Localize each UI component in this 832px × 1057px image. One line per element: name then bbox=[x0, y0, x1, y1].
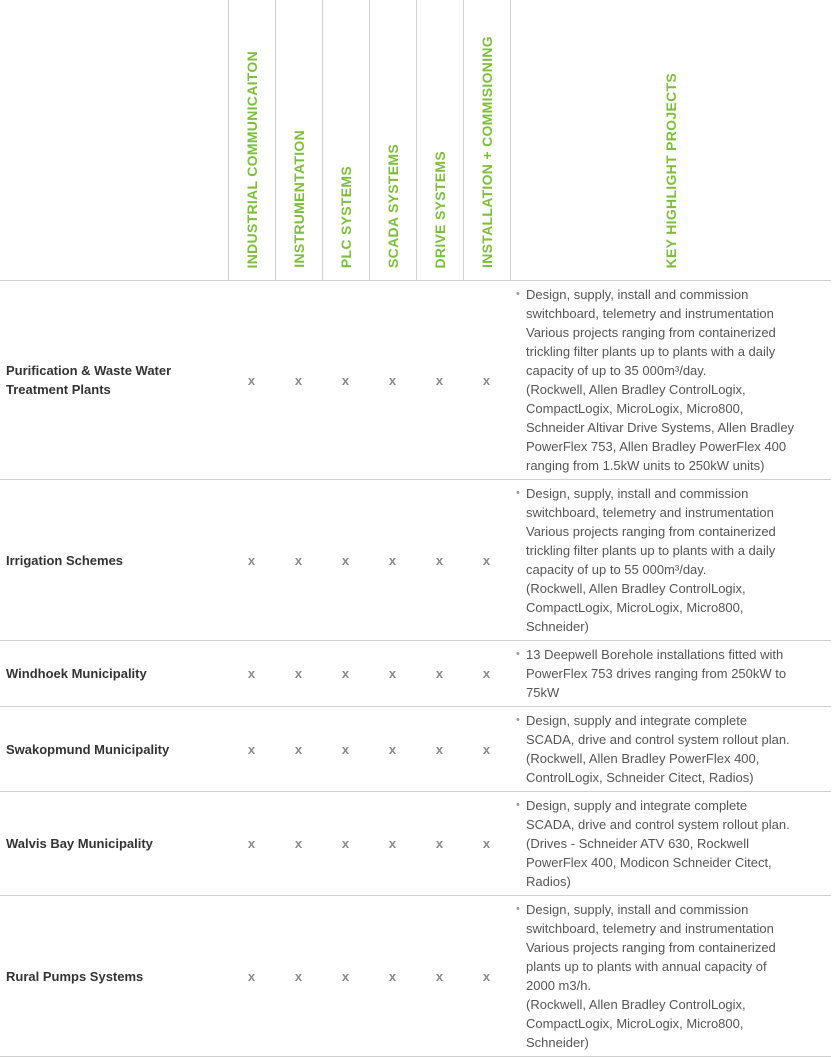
project-line: Schneider) bbox=[526, 619, 589, 634]
capability-mark: x bbox=[275, 707, 322, 792]
project-line: (Rockwell, Allen Bradley ControlLogix, bbox=[526, 997, 746, 1012]
project-line: trickling filter plants up to plants with a daily bbox=[526, 543, 776, 558]
project-line: ControlLogix, Schneider Citect, Radios) bbox=[526, 770, 754, 785]
project-line: CompactLogix, MicroLogix, Micro800, bbox=[526, 600, 744, 615]
header-row bbox=[0, 0, 831, 281]
project-line: PowerFlex 400, Modicon Schneider Citect, bbox=[526, 855, 772, 870]
capability-mark: x bbox=[228, 641, 275, 707]
capability-mark: x bbox=[275, 896, 322, 1057]
row-name bbox=[0, 641, 228, 707]
project-line: Schneider Altivar Drive Systems, Allen Bradley bbox=[526, 420, 795, 435]
capability-mark: x bbox=[369, 480, 416, 641]
capability-mark: x bbox=[463, 480, 510, 641]
col-instrumentation: INSTRUMENTATION bbox=[275, 0, 322, 281]
capability-mark: x bbox=[416, 707, 463, 792]
key-projects-cell bbox=[510, 896, 831, 1057]
project-line: Design, supply, install and commission bbox=[526, 902, 749, 917]
capability-mark: x bbox=[416, 896, 463, 1057]
capability-mark: x bbox=[322, 480, 369, 641]
capability-mark: x bbox=[463, 281, 510, 480]
table-row bbox=[0, 707, 831, 792]
bullet-icon: • bbox=[516, 714, 520, 726]
project-line: 75kW bbox=[526, 685, 560, 700]
capability-mark: x bbox=[369, 896, 416, 1057]
bullet-icon: • bbox=[516, 903, 520, 915]
capability-mark: x bbox=[369, 641, 416, 707]
capability-mark: x bbox=[228, 896, 275, 1057]
capability-mark: x bbox=[275, 792, 322, 896]
col-key-highlight-projects: KEY HIGHLIGHT PROJECTS bbox=[510, 0, 831, 281]
capability-mark: x bbox=[228, 792, 275, 896]
project-line: plants up to plants with annual capacity of bbox=[526, 959, 767, 974]
capability-mark: x bbox=[369, 707, 416, 792]
table-row bbox=[0, 792, 831, 896]
capability-mark: x bbox=[463, 896, 510, 1057]
capability-mark: x bbox=[275, 641, 322, 707]
capability-mark: x bbox=[228, 480, 275, 641]
project-line: Various projects ranging from containerized bbox=[526, 940, 776, 955]
row-name-line: Windhoek Municipality bbox=[6, 666, 147, 681]
project-line: PowerFlex 753 drives ranging from 250kW to bbox=[526, 666, 787, 681]
bullet-icon: • bbox=[516, 799, 520, 811]
capability-mark: x bbox=[228, 281, 275, 480]
row-name-line: Rural Pumps Systems bbox=[6, 968, 144, 984]
project-line: switchboard, telemetry and instrumentation bbox=[526, 306, 774, 321]
row-name bbox=[0, 480, 228, 641]
project-line: Design, supply, install and commission bbox=[526, 287, 749, 302]
project-line: (Rockwell, Allen Bradley PowerFlex 400, bbox=[526, 751, 760, 766]
table-row bbox=[0, 281, 831, 480]
capability-mark: x bbox=[275, 480, 322, 641]
key-projects-cell bbox=[510, 480, 831, 641]
row-name bbox=[0, 281, 228, 480]
project-line: Design, supply and integrate complete bbox=[526, 798, 748, 813]
capability-mark: x bbox=[463, 792, 510, 896]
project-line: Radios) bbox=[526, 874, 571, 889]
capability-mark: x bbox=[322, 281, 369, 480]
project-line: ranging from 1.5kW units to 250kW units) bbox=[526, 458, 765, 473]
table-row bbox=[0, 480, 831, 641]
row-name-line: Purification & Waste Water bbox=[6, 363, 172, 378]
capability-mark: x bbox=[416, 792, 463, 896]
table-row bbox=[0, 896, 831, 1057]
capability-mark: x bbox=[416, 641, 463, 707]
project-line: CompactLogix, MicroLogix, Micro800, bbox=[526, 401, 744, 416]
project-line: (Drives - Schneider ATV 630, Rockwell bbox=[526, 836, 750, 851]
project-line: (Rockwell, Allen Bradley ControlLogix, bbox=[526, 382, 746, 397]
capability-mark: x bbox=[463, 641, 510, 707]
col-scada-systems: SCADA SYSTEMS bbox=[369, 0, 416, 281]
project-line: Schneider) bbox=[526, 1035, 589, 1050]
col-installation-commissioning: INSTALLATION + COMMISIONING bbox=[463, 0, 510, 281]
project-line: Design, supply and integrate complete bbox=[526, 713, 748, 728]
project-line: SCADA, drive and control system rollout plan. bbox=[526, 817, 790, 832]
row-name bbox=[0, 707, 228, 792]
bullet-icon: • bbox=[516, 288, 520, 300]
table-row bbox=[0, 641, 831, 707]
project-line: Various projects ranging from containerized bbox=[526, 325, 776, 340]
capability-mark: x bbox=[322, 641, 369, 707]
key-projects-cell bbox=[510, 281, 831, 480]
capability-mark: x bbox=[416, 281, 463, 480]
project-line: CompactLogix, MicroLogix, Micro800, bbox=[526, 1016, 744, 1031]
project-line: trickling filter plants up to plants with a daily bbox=[526, 344, 776, 359]
col-industrial-communication: INDUSTRIAL COMMUNICAITON bbox=[228, 0, 275, 281]
project-line: capacity of up to 55 000m³/day. bbox=[526, 562, 707, 577]
row-name-line: Walvis Bay Municipality bbox=[6, 836, 153, 851]
project-line: 2000 m3/h. bbox=[526, 978, 592, 993]
capability-mark: x bbox=[322, 896, 369, 1057]
capability-mark: x bbox=[322, 792, 369, 896]
capability-mark: x bbox=[369, 281, 416, 480]
key-projects-cell bbox=[510, 641, 831, 707]
project-line: PowerFlex 753, Allen Bradley PowerFlex 400 bbox=[526, 439, 787, 454]
capability-mark: x bbox=[322, 707, 369, 792]
key-projects-cell bbox=[510, 707, 831, 792]
col-plc-systems: PLC SYSTEMS bbox=[322, 0, 369, 281]
row-name-line: Swakopmund Municipality bbox=[6, 741, 170, 757]
project-line: SCADA, drive and control system rollout plan. bbox=[526, 732, 790, 747]
capability-mark: x bbox=[275, 281, 322, 480]
project-line: switchboard, telemetry and instrumentation bbox=[526, 505, 774, 520]
row-name bbox=[0, 792, 228, 896]
key-projects-cell bbox=[510, 792, 831, 896]
project-line: Design, supply, install and commission bbox=[526, 486, 749, 501]
project-line: Various projects ranging from containerized bbox=[526, 524, 776, 539]
row-name-line: Irrigation Schemes bbox=[6, 552, 124, 568]
header-corner bbox=[0, 0, 228, 281]
row-name bbox=[0, 896, 228, 1057]
project-line: 13 Deepwell Borehole installations fitted with bbox=[526, 647, 784, 662]
capability-mark: x bbox=[416, 480, 463, 641]
bullet-icon: • bbox=[516, 487, 520, 499]
capability-mark: x bbox=[369, 792, 416, 896]
project-line: (Rockwell, Allen Bradley ControlLogix, bbox=[526, 581, 746, 596]
col-drive-systems: DRIVE SYSTEMS bbox=[416, 0, 463, 281]
capability-mark: x bbox=[228, 707, 275, 792]
row-name-line: Treatment Plants bbox=[6, 382, 111, 397]
project-line: switchboard, telemetry and instrumentation bbox=[526, 921, 774, 936]
capability-mark: x bbox=[463, 707, 510, 792]
project-line: capacity of up to 35 000m³/day. bbox=[526, 363, 707, 378]
bullet-icon: • bbox=[516, 648, 520, 660]
